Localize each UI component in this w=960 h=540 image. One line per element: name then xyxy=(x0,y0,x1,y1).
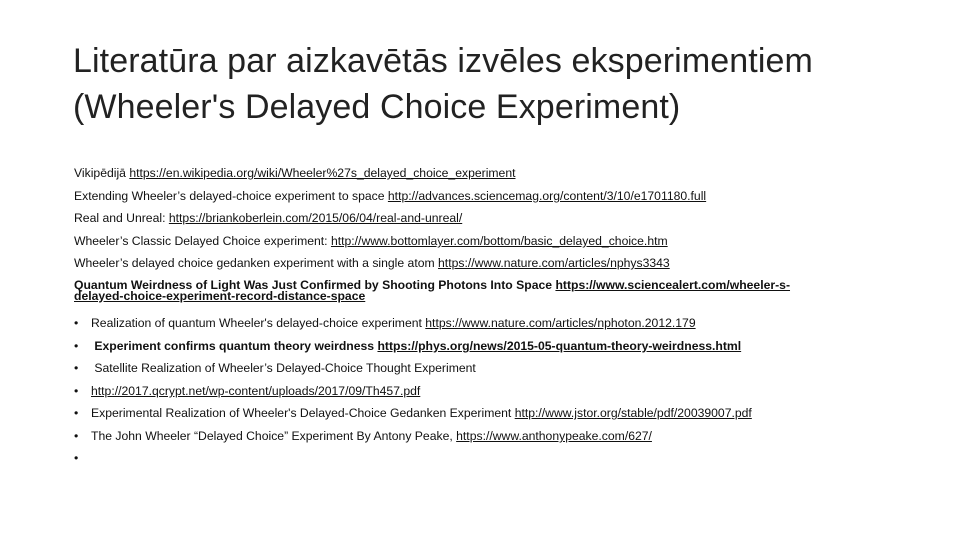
ref-link[interactable]: https://www.nature.com/articles/nphys3343 xyxy=(438,256,670,270)
ref-label: Wheeler’s Classic Delayed Choice experiment: xyxy=(74,234,331,248)
bullet-icon: • xyxy=(74,316,79,330)
ref-link[interactable]: http://www.bottomlayer.com/bottom/basic_delayed_choice.htm xyxy=(330,234,668,248)
ref-link[interactable]: https://www.anthonypeake.com/627/ xyxy=(456,429,652,443)
ref-label: Vikipēdijā xyxy=(74,166,130,180)
title-line-2: (Wheeler's Delayed Choice Experiment) xyxy=(73,88,681,126)
ref-link[interactable]: https://briankoberlein.com/2015/06/04/real-and-unreal/ xyxy=(168,211,463,225)
ref-link[interactable]: http://advances.sciencemag.org/content/3/10/e1701180.full xyxy=(387,189,707,203)
bullet-icon: • xyxy=(74,451,79,465)
ref-label: Wheeler’s delayed choice gedanken experiment with a single atom xyxy=(74,256,439,270)
ref-single-atom xyxy=(74,256,670,270)
bullet-item xyxy=(74,384,420,398)
bullet-icon: • xyxy=(74,339,79,353)
ref-link-part1[interactable]: https://www.sciencealert.com/wheeler-s- xyxy=(555,278,791,292)
ref-extending-space xyxy=(74,189,706,203)
ref-link[interactable]: http://www.jstor.org/stable/pdf/20039007.pdf xyxy=(514,406,752,420)
title-line-1: Literatūra par aizkavētās izvēles eksperimentiem xyxy=(73,42,813,80)
ref-link[interactable]: https://phys.org/news/2015-05-quantum-theory-weirdness.html xyxy=(377,339,742,353)
ref-label: Realization of quantum Wheeler's delayed-choice experiment xyxy=(91,316,426,330)
bullet-icon: • xyxy=(74,429,79,443)
ref-link[interactable]: https://www.nature.com/articles/nphoton.2012.179 xyxy=(425,316,696,330)
ref-label: Real and Unreal: xyxy=(74,211,169,225)
ref-label: Extending Wheeler’s delayed-choice experiment to space xyxy=(74,189,388,203)
ref-link[interactable]: http://2017.qcrypt.net/wp-content/uploads/2017/09/Th457.pdf xyxy=(91,384,421,398)
bullet-item xyxy=(74,339,741,353)
bullet-item xyxy=(74,429,652,443)
ref-label: Satellite Realization of Wheeler’s Delayed-Choice Thought Experiment xyxy=(91,361,476,375)
bullet-icon: • xyxy=(74,384,79,398)
bullet-icon: • xyxy=(74,406,79,420)
ref-quantum-weirdness xyxy=(74,280,790,302)
ref-link-part2[interactable]: delayed-choice-experiment-record-distance-space xyxy=(74,289,366,303)
bullet-icon: • xyxy=(74,361,79,375)
ref-classic xyxy=(74,234,668,248)
ref-label: Quantum Weirdness of Light Was Just Confirmed by Shooting Photons Into Space xyxy=(74,278,556,292)
ref-label: The John Wheeler “Delayed Choice” Experiment By Antony Peake, xyxy=(91,429,457,443)
bullet-item xyxy=(74,316,696,330)
ref-link[interactable]: https://en.wikipedia.org/wiki/Wheeler%27s_delayed_choice_experiment xyxy=(129,166,516,180)
ref-label: Experimental Realization of Wheeler's Delayed-Choice Gedanken Experiment xyxy=(91,406,515,420)
ref-label: Experiment confirms quantum theory weirdness xyxy=(91,339,378,353)
slide-title xyxy=(73,38,933,130)
ref-wikipedia xyxy=(74,166,516,180)
bullet-item xyxy=(74,406,752,420)
ref-real-unreal xyxy=(74,211,462,225)
bullet-item xyxy=(74,361,476,375)
bullet-item-empty xyxy=(74,451,91,465)
